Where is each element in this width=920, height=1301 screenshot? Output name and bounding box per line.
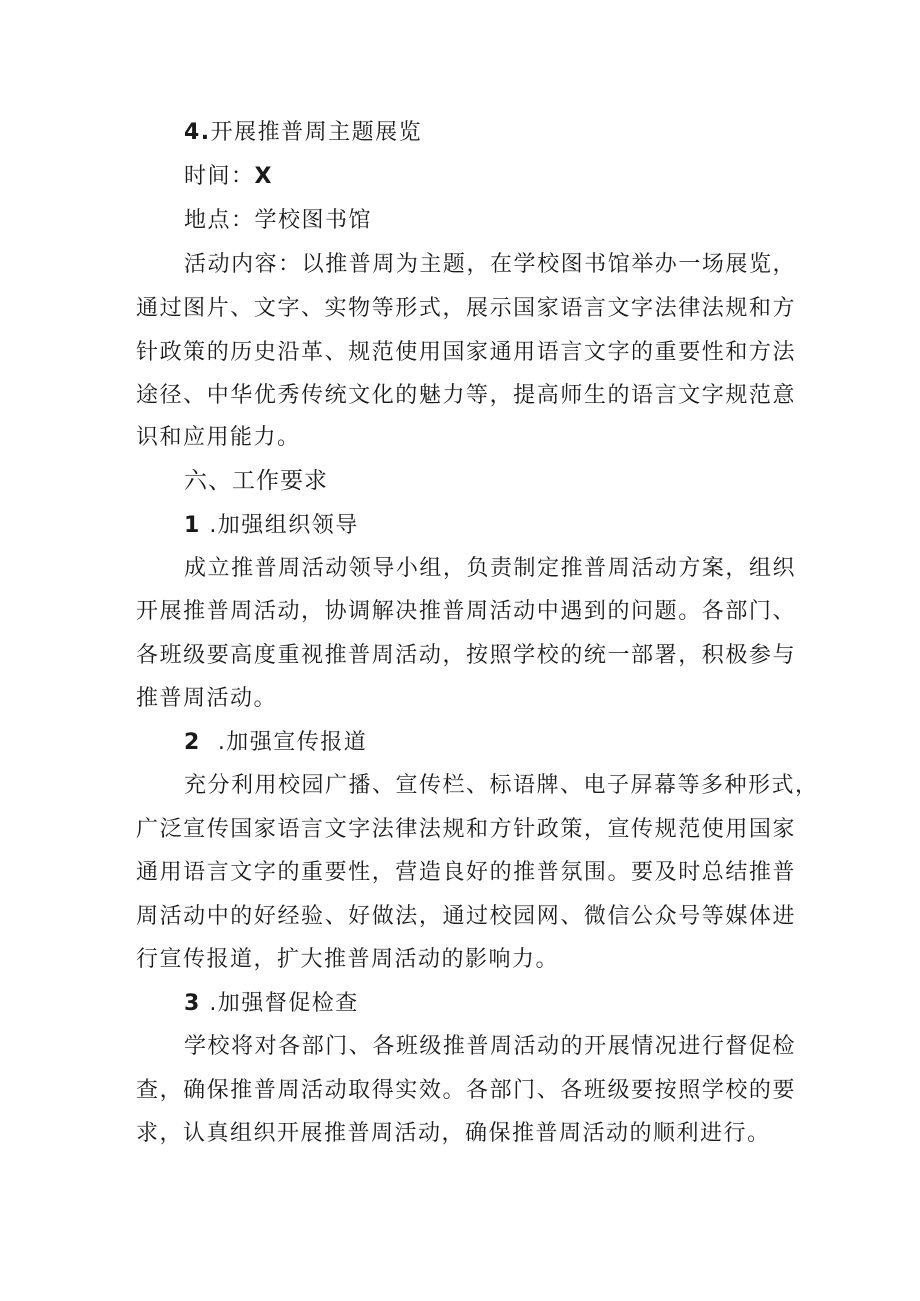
sub1-line: 成立推普周活动领导小组，负责制定推普周活动方案，组织 — [184, 556, 796, 581]
sub3-line: 查，确保推普周活动取得实效。各部门、各班级要按照学校的要 — [136, 1078, 796, 1103]
item4-title-text: 开展推普周主题展览 — [210, 120, 423, 145]
sub3-title-text: .加强督促检查 — [209, 991, 359, 1016]
sub3-number: 3 — [184, 991, 201, 1016]
item4-content-line: 活动内容：以推普周为主题，在学校图书馆举办一场展览， — [184, 252, 796, 277]
item4-time-label: 时间： — [184, 164, 255, 189]
item4-content-line: 识和应用能力。 — [136, 425, 301, 450]
sub1-title-text: .加强组织领导 — [209, 513, 359, 538]
section6-heading: 六、工作要求 — [184, 468, 328, 494]
item4-content-line: 通过图片、文字、实物等形式，展示国家语言文字法律法规和方 — [136, 296, 796, 321]
sub2-line: 周活动中的好经验、好做法，通过校园网、微信公众号等媒体进 — [136, 904, 796, 929]
item4-time — [184, 162, 844, 192]
sub1-line: 开展推普周活动，协调解决推普周活动中遇到的问题。各部门、 — [136, 599, 796, 624]
sub3-line: 学校将对各部门、各班级推普周活动的开展情况进行督促检 — [184, 1034, 796, 1059]
sub2-line: 通用语言文字的重要性，营造良好的推普氛围。要及时总结推普 — [136, 860, 796, 885]
sub1-title — [184, 511, 844, 541]
sub3-line: 求，认真组织开展推普周活动，确保推普周活动的顺利进行。 — [136, 1121, 771, 1146]
item4-title — [184, 118, 844, 148]
sub2-title-text: .加强宣传报道 — [217, 730, 368, 755]
sub2-line: 广泛宣传国家语言文字法律法规和方针政策，宣传规范使用国家 — [136, 817, 796, 842]
sub2-number: 2 — [184, 730, 201, 755]
sub2-line: 行宣传报道，扩大推普周活动的影响力。 — [136, 947, 560, 972]
sub1-number: 1 — [184, 513, 201, 538]
item4-time-value: X — [254, 164, 273, 189]
sub3-title — [184, 989, 844, 1019]
item4-place: 地点：学校图书馆 — [184, 208, 373, 233]
sub2-title — [184, 728, 844, 758]
sub1-line: 各班级要高度重视推普周活动，按照学校的统一部署，积极参与 — [136, 643, 796, 668]
item4-content-line: 针政策的历史沿革、规范使用国家通用语言文字的重要性和方法 — [136, 340, 796, 365]
sub1-line: 推普周活动。 — [136, 686, 278, 711]
item4-title-number: 4. — [184, 120, 211, 145]
item4-content-line: 途径、中华优秀传统文化的魅力等，提高师生的语言文字规范意 — [136, 383, 796, 408]
sub2-line: 充分利用校园广播、宣传栏、标语牌、电子屏幕等多种形式， — [184, 773, 819, 798]
